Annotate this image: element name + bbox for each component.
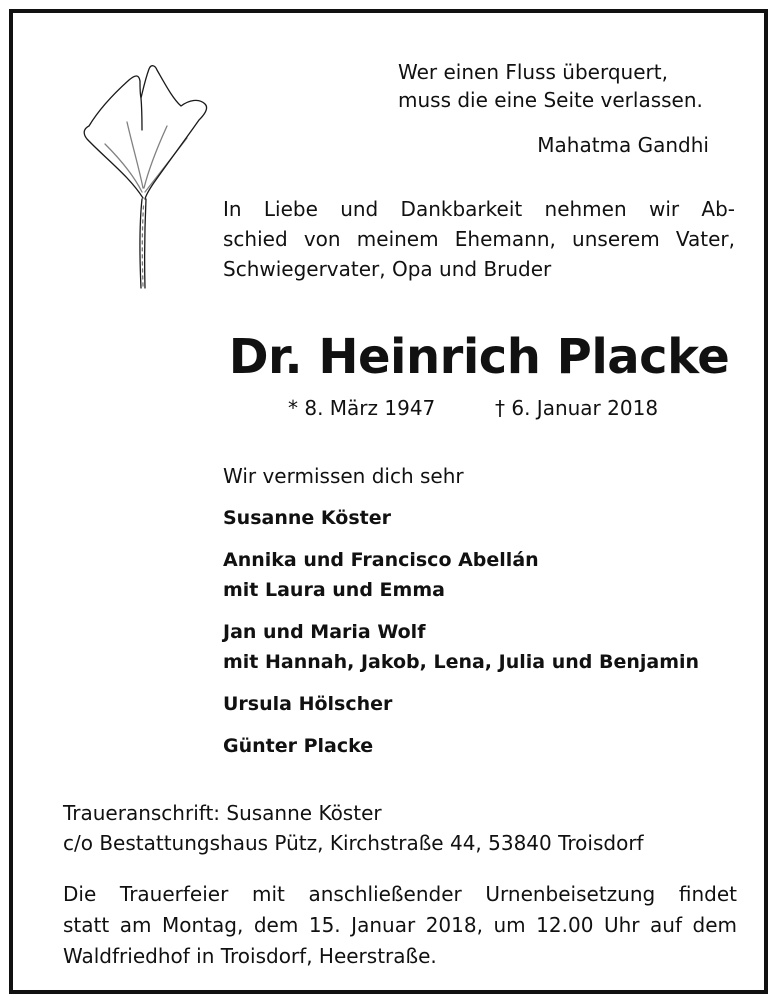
quote-line: muss die eine Seite verlassen. [398,88,703,112]
mourner-entry [223,503,743,533]
address-line: Traueranschrift: Susanne Köster [63,801,382,825]
mourners-intro: Wir vermissen dich sehr [223,464,464,488]
mourners-list [223,503,743,773]
death-date: † 6. Januar 2018 [495,396,659,420]
mourner-entry [223,731,743,761]
quote-author: Mahatma Gandhi [537,133,709,157]
intro-line: In Liebe und Dankbarkeit nehmen wir Ab- [223,197,735,221]
ginkgo-leaf-icon [81,56,211,291]
mourner-line: Susanne Köster [223,507,391,529]
ceremony-line: statt am Montag, dem 15. Januar 2018, um 12.00 Uhr auf dem [63,913,737,937]
deceased-name: Dr. Heinrich Placke [228,329,730,385]
birth-date: * 8. März 1947 [288,396,436,420]
ceremony-line: Die Trauerfeier mit anschließender Urnenbeisetzung findet [63,882,737,906]
mourner-entry [223,689,743,719]
mourner-line: Günter Placke [223,735,374,757]
mourner-entry [223,545,743,605]
ceremony-info [63,879,737,972]
quote-line: Wer einen Fluss überquert, [398,60,668,84]
mourner-line: mit Hannah, Jakob, Lena, Julia und Benjamin [223,651,700,673]
ceremony-line: Waldfriedhof in Troisdorf, Heerstraße. [63,944,437,968]
mourner-line: Ursula Hölscher [223,693,393,715]
mourning-address [63,798,644,858]
mourner-entry [223,617,743,677]
mourner-line: Annika und Francisco Abellán [223,549,539,571]
mourner-line: Jan und Maria Wolf [223,621,426,643]
address-line: c/o Bestattungshaus Pütz, Kirchstraße 44, 53840 Troisdorf [63,831,644,855]
quote [398,58,703,114]
intro-text [223,194,735,284]
obituary-frame [9,9,768,994]
mourner-line: mit Laura und Emma [223,579,445,601]
intro-line: Schwiegervater, Opa und Bruder [223,257,552,281]
intro-line: schied von meinem Ehemann, unserem Vater, [223,227,735,251]
